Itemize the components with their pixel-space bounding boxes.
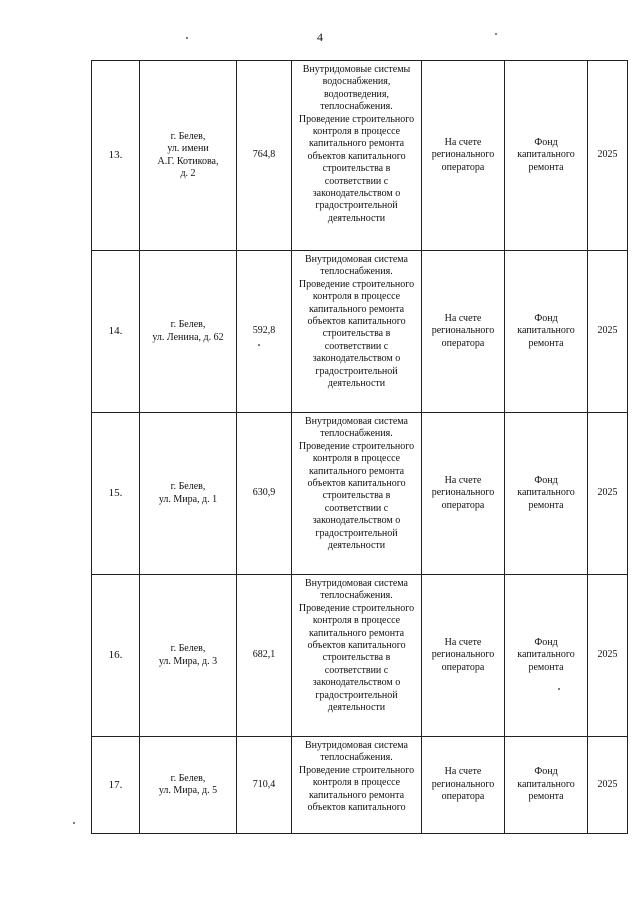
row-number-cell: 14. [92, 251, 140, 413]
year-cell: 2025 [588, 737, 628, 834]
table-row [92, 575, 628, 737]
row-number-cell: 15. [92, 413, 140, 575]
account-cell: На счете регионального оператора [422, 251, 505, 413]
work-description-cell: Внутридомовые системы водоснабжения, водоотведения, теплоснабжения. Проведение строительного контроля в процессе капитального ремонта объектов капитального строительства в соответствии с законодательством о градостроительной деятельности [292, 61, 422, 251]
account-cell: На счете регионального оператора [422, 413, 505, 575]
work-description-cell: Внутридомовая система теплоснабжения. Проведение строительного контроля в процессе капитального ремонта объектов капитального строительства в соответствии с законодательством о градостроительной деятельности [292, 251, 422, 413]
table-row [92, 61, 628, 251]
address-cell: г. Белев, ул. Мира, д. 1 [140, 413, 237, 575]
area-cell: 710,4 [237, 737, 292, 834]
row-number-cell: 16. [92, 575, 140, 737]
year-cell: 2025 [588, 575, 628, 737]
funding-source-cell: Фонд капитального ремонта [505, 251, 588, 413]
account-cell: На счете регионального оператора [422, 575, 505, 737]
row-number-cell: 13. [92, 61, 140, 251]
address-cell: г. Белев, ул. Мира, д. 3 [140, 575, 237, 737]
repair-plan-table [91, 60, 628, 834]
address-cell: г. Белев, ул. Ленина, д. 62 [140, 251, 237, 413]
work-description-cell: Внутридомовая система теплоснабжения. Проведение строительного контроля в процессе капитального ремонта объектов капитального строительства в соответствии с законодательством о градостроительной деятельности [292, 413, 422, 575]
funding-source-cell: Фонд капитального ремонта [505, 413, 588, 575]
table-row [92, 413, 628, 575]
work-description-cell: Внутридомовая система теплоснабжения. Проведение строительного контроля в процессе капитального ремонта объектов капитального строительства в соответствии с законодательством о градостроительной деятельности [292, 575, 422, 737]
table-row [92, 737, 628, 834]
address-cell: г. Белев, ул. Мира, д. 5 [140, 737, 237, 834]
page-number: 4 [317, 30, 323, 44]
account-cell: На счете регионального оператора [422, 61, 505, 251]
year-cell: 2025 [588, 61, 628, 251]
scan-speck [73, 822, 75, 824]
area-cell: 592,8 [237, 251, 292, 413]
funding-source-cell: Фонд капитального ремонта [505, 575, 588, 737]
account-cell: На счете регионального оператора [422, 737, 505, 834]
funding-source-cell: Фонд капитального ремонта [505, 737, 588, 834]
funding-source-cell: Фонд капитального ремонта [505, 61, 588, 251]
work-description-cell: Внутридомовая система теплоснабжения. Проведение строительного контроля в процессе капитального ремонта объектов капитального [292, 737, 422, 834]
year-cell: 2025 [588, 413, 628, 575]
scan-speck [258, 344, 260, 346]
scan-speck [186, 37, 188, 39]
scan-speck [558, 688, 560, 690]
row-number-cell: 17. [92, 737, 140, 834]
area-cell: 682,1 [237, 575, 292, 737]
scan-speck [495, 33, 497, 35]
year-cell: 2025 [588, 251, 628, 413]
area-cell: 630,9 [237, 413, 292, 575]
address-cell: г. Белев, ул. имени А.Г. Котикова, д. 2 [140, 61, 237, 251]
table-row [92, 251, 628, 413]
area-cell: 764,8 [237, 61, 292, 251]
